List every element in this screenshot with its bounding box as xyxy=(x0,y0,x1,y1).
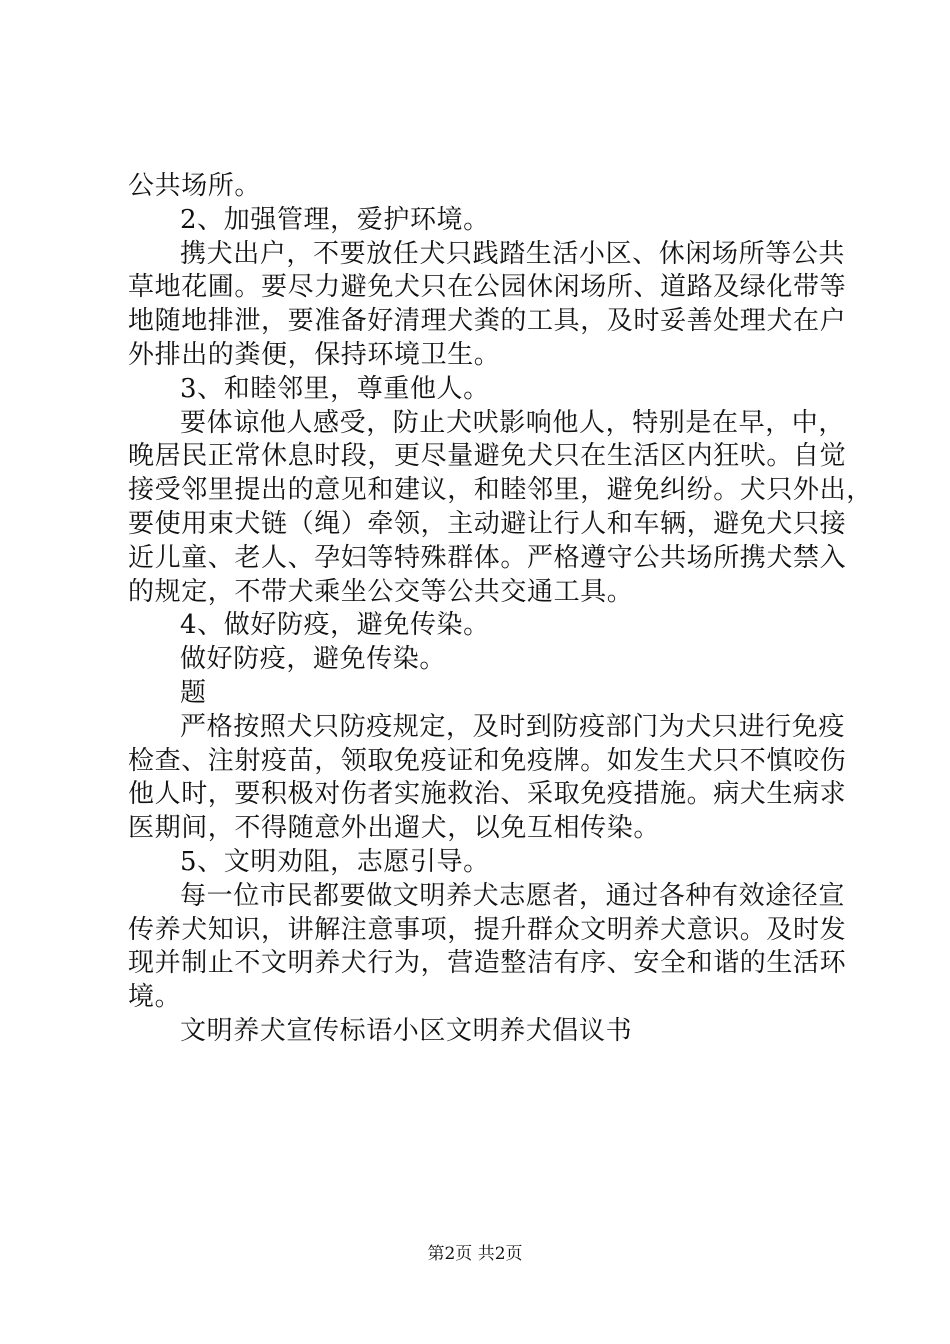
text-line: 医期间，不得随意外出遛犬，以免互相传染。 xyxy=(128,813,661,844)
text-line: 的规定，不带犬乘坐公交等公共交通工具。 xyxy=(128,576,634,607)
text-line: 现并制止不文明养犬行为，营造整洁有序、安全和谐的生活环 xyxy=(128,948,847,979)
text-line: 题 xyxy=(180,677,207,708)
section-heading: 3、和睦邻里，尊重他人。 xyxy=(180,373,490,404)
text-line: 每一位市民都要做文明养犬志愿者，通过各种有效途径宣 xyxy=(180,880,846,911)
section-heading: 5、文明劝阻，志愿引导。 xyxy=(180,846,490,877)
text-line: 传养犬知识，讲解注意事项，提升群众文明养犬意识。及时发 xyxy=(128,914,847,945)
text-line: 地随地排泄，要准备好清理犬粪的工具，及时妥善处理犬在户 xyxy=(128,306,847,337)
document-body xyxy=(128,170,873,1049)
page-footer xyxy=(0,1243,950,1265)
text-line: 近儿童、老人、孕妇等特殊群体。严格遵守公共场所携犬禁入 xyxy=(128,542,847,573)
text-line: 接受邻里提出的意见和建议，和睦邻里，避免纠纷。犬只外出， xyxy=(128,475,873,506)
page-number: 第2页 共2页 xyxy=(427,1244,523,1264)
text-line: 公共场所。 xyxy=(128,171,262,201)
text-line: 外排出的粪便，保持环境卫生。 xyxy=(128,339,501,370)
section-heading: 2、加强管理，爱护环境。 xyxy=(180,204,490,235)
text-line: 他人时，要积极对伤者实施救治、采取免疫措施。病犬生病求 xyxy=(128,779,847,810)
text-line: 检查、注射疫苗，领取免疫证和免疫牌。如发生犬只不慎咬伤 xyxy=(128,745,847,776)
text-line: 境。 xyxy=(128,982,182,1013)
text-line: 草地花圃。要尽力避免犬只在公园休闲场所、道路及绿化带等 xyxy=(128,272,847,303)
text-line: 做好防疫，避免传染。 xyxy=(180,644,447,675)
text-line: 要体谅他人感受，防止犬吠影响他人，特别是在早，中， xyxy=(180,407,846,438)
text-line: 携犬出户，不要放任犬只践踏生活小区、休闲场所等公共 xyxy=(180,238,846,269)
text-line: 晚居民正常休息时段，更尽量避免犬只在生活区内狂吠。自觉 xyxy=(128,441,847,472)
text-line: 严格按照犬只防疫规定，及时到防疫部门为犬只进行免疫 xyxy=(180,711,846,742)
text-line: 要使用束犬链（绳）牵领，主动避让行人和车辆，避免犬只接 xyxy=(128,508,847,539)
section-heading: 4、做好防疫，避免传染。 xyxy=(180,610,490,641)
text-line: 文明养犬宣传标语小区文明养犬倡议书 xyxy=(180,1015,633,1046)
